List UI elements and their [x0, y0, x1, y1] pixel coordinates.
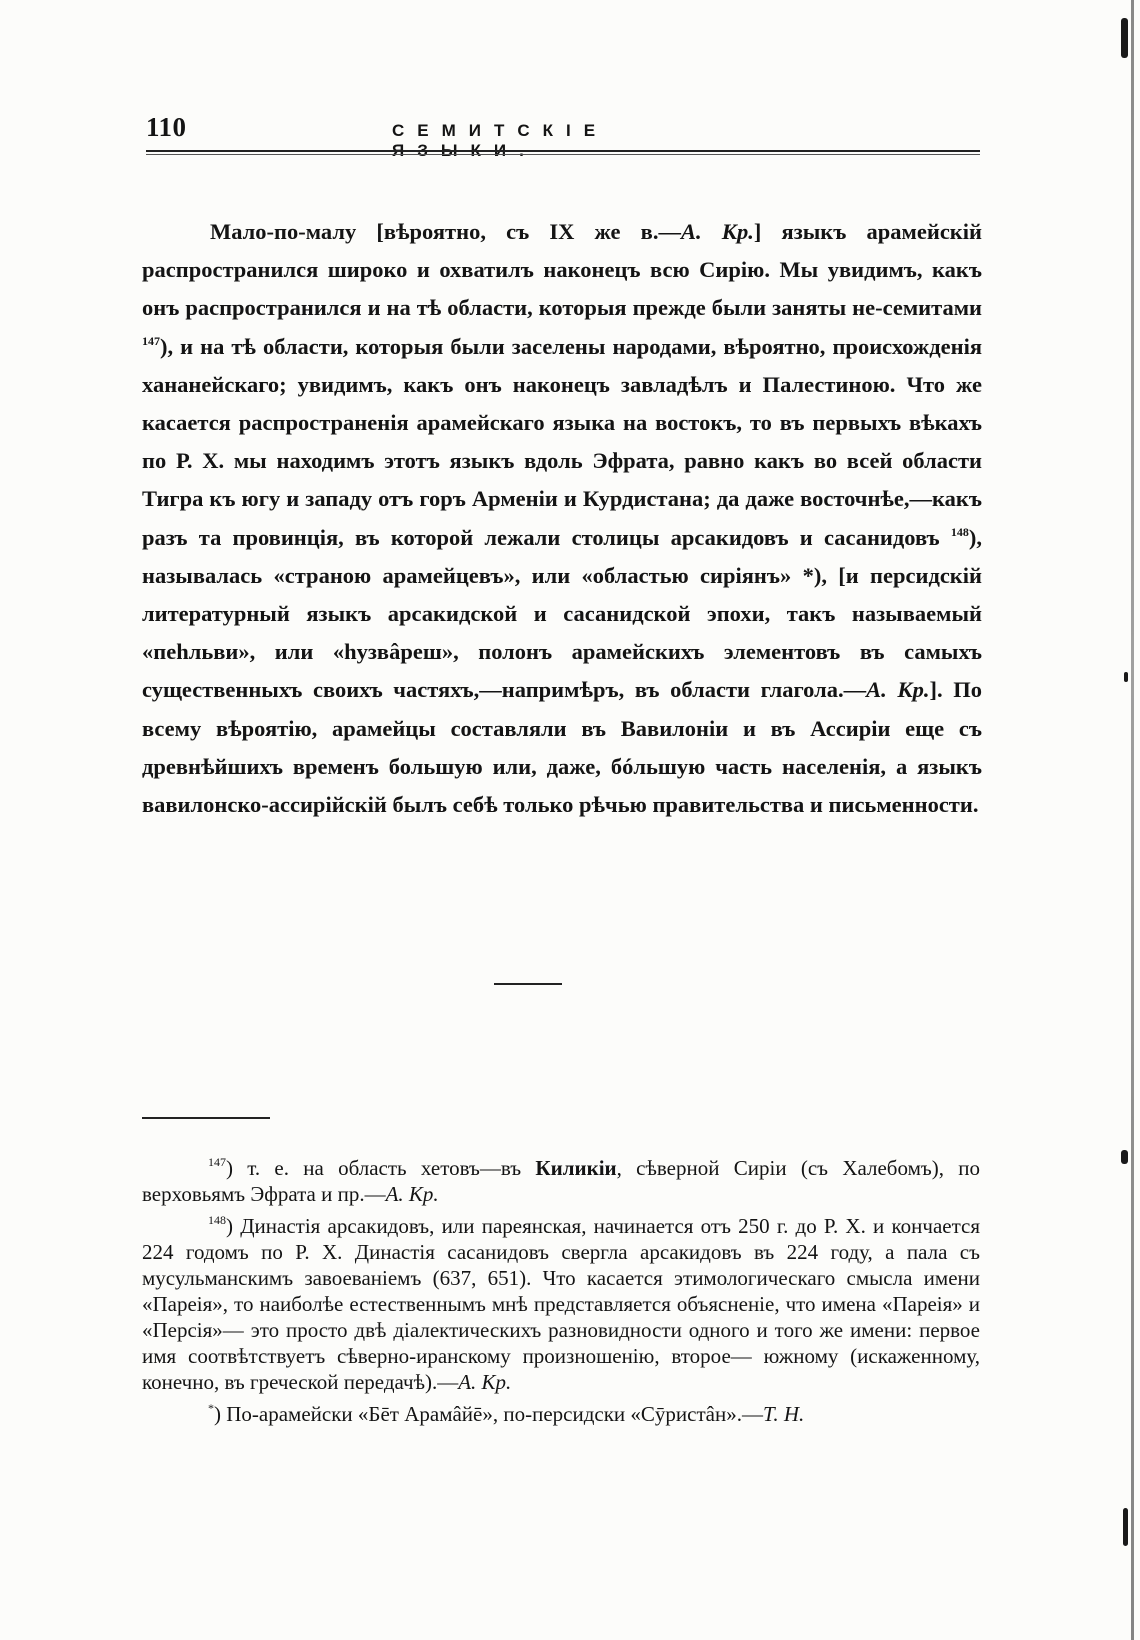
running-title: СЕМИТСКІЕ ЯЗЫКИ. [392, 121, 609, 160]
page-header [146, 112, 980, 160]
edge-mark [1124, 672, 1128, 682]
footnote-148 [142, 1213, 980, 1395]
paragraph-text: Мало-по-малу [вѣроятно, съ IX же в.— [210, 219, 681, 244]
footnotes [142, 1155, 980, 1433]
footnote-147 [142, 1155, 980, 1207]
page-number: 110 [146, 112, 187, 142]
attribution: А. Кр. [385, 1182, 439, 1206]
footnote-text: ) По-арамейски «Бēт Арамâйē», по-персидски «Сӯристâн».— [214, 1402, 763, 1426]
attribution: А. Кр. [866, 677, 930, 703]
footnote-number: 147 [208, 1155, 226, 1169]
footnote-ref-148[interactable]: 148 [950, 524, 969, 539]
edge-mark [1121, 1150, 1128, 1164]
attribution: А. Кр. [458, 1370, 512, 1394]
footnote-text: , сѣверной Сиріи (съ Халебомъ), по верховьямъ Эфрата и пр.— [142, 1156, 980, 1206]
footnote-text: ) т. е. на область хетовъ—въ [226, 1156, 536, 1180]
footnote-number: * [208, 1401, 214, 1415]
header-rule [146, 154, 980, 155]
section-divider [494, 983, 562, 985]
footnote-star [142, 1401, 980, 1427]
footnote-ref-147[interactable]: 147 [142, 333, 160, 348]
footnote-text: ) Династія арсакидовъ, или пареянская, начинается отъ 250 г. до Р. X. и кончается 224 годомъ по Р. X. Династія сасанидовъ свергла арсакидовъ въ 224 году, а пала съ мусульманскимъ завоеваніемъ (637, 651). Что касается этимологическаго смысла имени «Пареія», то наиболѣе естественнымъ мнѣ представляется объясненіе, что имена «Пареія» и «Персія»— это просто двѣ діалектическихъ разновидности одного и того же имени: первое имя соотвѣтствуетъ сѣверно-иранскому произношенію, второе— южному (искаженному, конечно, въ греческой передачѣ).— [142, 1214, 980, 1394]
paragraph-text: ), и на тѣ области, которыя были заселены народами, вѣроятно, происхожденія хананейскаго; увидимъ, какъ онъ наконецъ завладѣлъ и Палестиною. Что же касается распространенія арамейскаго языка на востокъ, то въ первыхъ вѣкахъ по Р. X. мы находимъ этотъ языкъ вдоль Эфрата, равно какъ во всей области Тигра къ югу и западу отъ горъ Арменіи и Курдистана; да даже восточнѣе,—какъ разъ та провинція, въ которой лежали столицы арсакидовъ и сасанидовъ [142, 333, 982, 550]
paragraph-text: ] языкъ арамейскій распространился широко и охватилъ наконецъ всю Сирію. Мы увидимъ, какъ онъ распространился и на тѣ области, которыя прежде были заняты не-семитами [142, 219, 982, 321]
main-paragraph [142, 213, 982, 824]
edge-mark [1123, 1508, 1128, 1546]
header-rule [146, 150, 980, 152]
attribution: А. Кр. [680, 219, 754, 244]
paragraph-text: ]. По всему вѣроятію, арамейцы составляли въ Вавилоніи и въ Ассиріи еще съ древнѣйшихъ временъ большую или, даже, бóльшую часть населенія, а языкъ вавилонско-ассирійскій былъ себѣ только рѣчью правительства и письменности. [142, 677, 982, 818]
footnote-text: Киликіи [535, 1156, 617, 1180]
edge-mark [1121, 18, 1128, 58]
footnote-number: 148 [208, 1213, 226, 1227]
attribution: Т. Н. [762, 1402, 805, 1426]
footnote-separator [142, 1117, 270, 1119]
paragraph-text: ), называлась «страною арамейцевъ», или «областью сиріянъ» *), [и персидскій литературный языкъ арсакидской и сасанидской эпохи, такъ называемый «пеhльви», или «hузвâреш», полонъ арамейскихъ элементовъ въ самыхъ существенныхъ своихъ частяхъ,—напримѣръ, въ области глагола.— [142, 524, 982, 703]
page-edge-shadow [1131, 0, 1134, 1640]
